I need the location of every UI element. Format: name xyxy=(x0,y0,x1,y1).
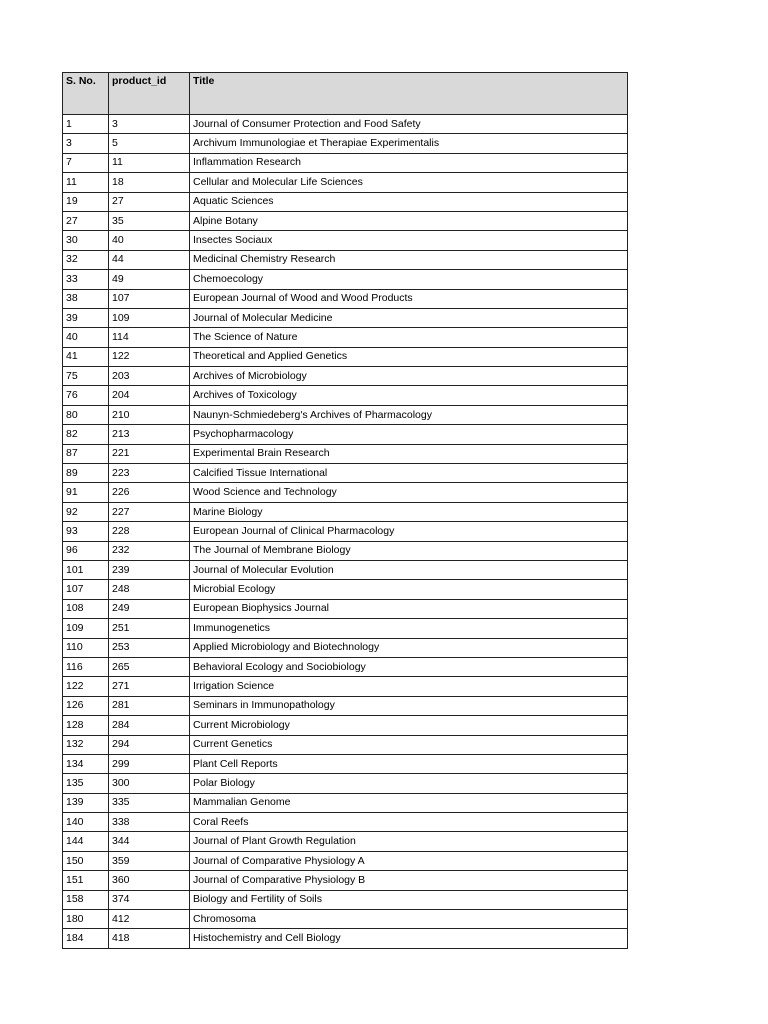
cell-title: Archivum Immunologiae et Therapiae Experimentalis xyxy=(190,134,628,153)
table-row xyxy=(63,599,628,618)
cell-product-id: 338 xyxy=(109,813,190,832)
cell-product-id: 210 xyxy=(109,405,190,424)
cell-title: The Journal of Membrane Biology xyxy=(190,541,628,560)
cell-product-id: 203 xyxy=(109,367,190,386)
cell-product-id: 284 xyxy=(109,716,190,735)
table-row xyxy=(63,328,628,347)
cell-title: Insectes Sociaux xyxy=(190,231,628,250)
table-row xyxy=(63,308,628,327)
cell-title: Biology and Fertility of Soils xyxy=(190,890,628,909)
cell-product-id: 281 xyxy=(109,696,190,715)
table-row xyxy=(63,580,628,599)
cell-s-no: 151 xyxy=(63,871,109,890)
table-row xyxy=(63,405,628,424)
cell-product-id: 213 xyxy=(109,425,190,444)
cell-title: Aquatic Sciences xyxy=(190,192,628,211)
cell-product-id: 122 xyxy=(109,347,190,366)
table-row xyxy=(63,929,628,948)
cell-title: Marine Biology xyxy=(190,502,628,521)
cell-product-id: 239 xyxy=(109,560,190,579)
cell-title: Chromosoma xyxy=(190,910,628,929)
table-row xyxy=(63,910,628,929)
cell-title: Irrigation Science xyxy=(190,677,628,696)
cell-title: Behavioral Ecology and Sociobiology xyxy=(190,657,628,676)
cell-product-id: 227 xyxy=(109,502,190,521)
cell-product-id: 107 xyxy=(109,289,190,308)
cell-product-id: 300 xyxy=(109,774,190,793)
cell-s-no: 80 xyxy=(63,405,109,424)
cell-s-no: 108 xyxy=(63,599,109,618)
cell-s-no: 7 xyxy=(63,153,109,172)
cell-title: Calcified Tissue International xyxy=(190,464,628,483)
cell-s-no: 132 xyxy=(63,735,109,754)
cell-title: Polar Biology xyxy=(190,774,628,793)
cell-product-id: 412 xyxy=(109,910,190,929)
cell-s-no: 3 xyxy=(63,134,109,153)
cell-title: Wood Science and Technology xyxy=(190,483,628,502)
cell-s-no: 158 xyxy=(63,890,109,909)
cell-s-no: 135 xyxy=(63,774,109,793)
cell-title: Archives of Toxicology xyxy=(190,386,628,405)
cell-product-id: 249 xyxy=(109,599,190,618)
table-row xyxy=(63,793,628,812)
table-row xyxy=(63,522,628,541)
cell-product-id: 109 xyxy=(109,308,190,327)
cell-product-id: 223 xyxy=(109,464,190,483)
cell-product-id: 248 xyxy=(109,580,190,599)
cell-product-id: 294 xyxy=(109,735,190,754)
table-row xyxy=(63,444,628,463)
table-row xyxy=(63,367,628,386)
cell-s-no: 27 xyxy=(63,211,109,230)
cell-product-id: 11 xyxy=(109,153,190,172)
cell-title: Journal of Comparative Physiology A xyxy=(190,851,628,870)
cell-product-id: 265 xyxy=(109,657,190,676)
table-row xyxy=(63,832,628,851)
table-row xyxy=(63,386,628,405)
table-row xyxy=(63,173,628,192)
cell-title: Theoretical and Applied Genetics xyxy=(190,347,628,366)
cell-title: Seminars in Immunopathology xyxy=(190,696,628,715)
table-row xyxy=(63,677,628,696)
cell-title: Immunogenetics xyxy=(190,619,628,638)
cell-product-id: 3 xyxy=(109,115,190,134)
table-row xyxy=(63,890,628,909)
table-row xyxy=(63,483,628,502)
table-row xyxy=(63,464,628,483)
cell-title: Journal of Plant Growth Regulation xyxy=(190,832,628,851)
cell-s-no: 41 xyxy=(63,347,109,366)
cell-product-id: 344 xyxy=(109,832,190,851)
table-row xyxy=(63,115,628,134)
cell-s-no: 87 xyxy=(63,444,109,463)
cell-title: Microbial Ecology xyxy=(190,580,628,599)
cell-title: Histochemistry and Cell Biology xyxy=(190,929,628,948)
cell-product-id: 18 xyxy=(109,173,190,192)
table-row xyxy=(63,192,628,211)
table-row xyxy=(63,619,628,638)
cell-s-no: 76 xyxy=(63,386,109,405)
table-row xyxy=(63,774,628,793)
cell-title: Chemoecology xyxy=(190,270,628,289)
cell-s-no: 40 xyxy=(63,328,109,347)
cell-title: European Journal of Wood and Wood Products xyxy=(190,289,628,308)
cell-title: Current Microbiology xyxy=(190,716,628,735)
cell-s-no: 39 xyxy=(63,308,109,327)
cell-title: Applied Microbiology and Biotechnology xyxy=(190,638,628,657)
table-row xyxy=(63,211,628,230)
table-row xyxy=(63,289,628,308)
table-row xyxy=(63,231,628,250)
cell-title: Journal of Consumer Protection and Food Safety xyxy=(190,115,628,134)
cell-title: Naunyn-Schmiedeberg's Archives of Pharmacology xyxy=(190,405,628,424)
cell-product-id: 226 xyxy=(109,483,190,502)
cell-title: Inflammation Research xyxy=(190,153,628,172)
cell-product-id: 299 xyxy=(109,754,190,773)
cell-s-no: 96 xyxy=(63,541,109,560)
cell-product-id: 374 xyxy=(109,890,190,909)
cell-s-no: 116 xyxy=(63,657,109,676)
cell-product-id: 44 xyxy=(109,250,190,269)
table-row xyxy=(63,541,628,560)
cell-title: Journal of Molecular Evolution xyxy=(190,560,628,579)
cell-product-id: 114 xyxy=(109,328,190,347)
cell-title: Coral Reefs xyxy=(190,813,628,832)
table-row xyxy=(63,560,628,579)
cell-s-no: 126 xyxy=(63,696,109,715)
cell-s-no: 107 xyxy=(63,580,109,599)
cell-s-no: 109 xyxy=(63,619,109,638)
cell-product-id: 5 xyxy=(109,134,190,153)
table-row xyxy=(63,250,628,269)
table-row xyxy=(63,851,628,870)
cell-product-id: 232 xyxy=(109,541,190,560)
cell-title: Cellular and Molecular Life Sciences xyxy=(190,173,628,192)
cell-s-no: 150 xyxy=(63,851,109,870)
cell-s-no: 33 xyxy=(63,270,109,289)
cell-product-id: 35 xyxy=(109,211,190,230)
cell-s-no: 134 xyxy=(63,754,109,773)
cell-s-no: 184 xyxy=(63,929,109,948)
cell-s-no: 11 xyxy=(63,173,109,192)
table-row xyxy=(63,502,628,521)
cell-product-id: 359 xyxy=(109,851,190,870)
table-row xyxy=(63,696,628,715)
cell-s-no: 82 xyxy=(63,425,109,444)
table-body xyxy=(63,115,628,949)
cell-s-no: 110 xyxy=(63,638,109,657)
table-row xyxy=(63,716,628,735)
journal-table xyxy=(62,72,628,949)
table-row xyxy=(63,425,628,444)
table-row xyxy=(63,270,628,289)
cell-product-id: 271 xyxy=(109,677,190,696)
cell-title: Medicinal Chemistry Research xyxy=(190,250,628,269)
header-title: Title xyxy=(190,73,628,115)
table-row xyxy=(63,347,628,366)
cell-s-no: 128 xyxy=(63,716,109,735)
cell-product-id: 253 xyxy=(109,638,190,657)
cell-s-no: 30 xyxy=(63,231,109,250)
cell-product-id: 335 xyxy=(109,793,190,812)
cell-title: Psychopharmacology xyxy=(190,425,628,444)
cell-product-id: 49 xyxy=(109,270,190,289)
cell-title: European Journal of Clinical Pharmacology xyxy=(190,522,628,541)
cell-s-no: 140 xyxy=(63,813,109,832)
cell-product-id: 418 xyxy=(109,929,190,948)
header-s-no: S. No. xyxy=(63,73,109,115)
cell-s-no: 101 xyxy=(63,560,109,579)
cell-title: European Biophysics Journal xyxy=(190,599,628,618)
cell-s-no: 144 xyxy=(63,832,109,851)
table-row xyxy=(63,638,628,657)
cell-s-no: 19 xyxy=(63,192,109,211)
cell-s-no: 180 xyxy=(63,910,109,929)
cell-title: Alpine Botany xyxy=(190,211,628,230)
cell-title: Current Genetics xyxy=(190,735,628,754)
cell-title: Experimental Brain Research xyxy=(190,444,628,463)
table-row xyxy=(63,153,628,172)
table-row xyxy=(63,134,628,153)
table-row xyxy=(63,754,628,773)
cell-title: The Science of Nature xyxy=(190,328,628,347)
cell-s-no: 92 xyxy=(63,502,109,521)
cell-product-id: 221 xyxy=(109,444,190,463)
cell-product-id: 40 xyxy=(109,231,190,250)
cell-title: Archives of Microbiology xyxy=(190,367,628,386)
cell-s-no: 122 xyxy=(63,677,109,696)
cell-title: Plant Cell Reports xyxy=(190,754,628,773)
cell-product-id: 204 xyxy=(109,386,190,405)
cell-product-id: 251 xyxy=(109,619,190,638)
cell-s-no: 32 xyxy=(63,250,109,269)
cell-s-no: 89 xyxy=(63,464,109,483)
table-row xyxy=(63,657,628,676)
table-row xyxy=(63,871,628,890)
header-product-id: product_id xyxy=(109,73,190,115)
cell-s-no: 93 xyxy=(63,522,109,541)
cell-product-id: 228 xyxy=(109,522,190,541)
cell-s-no: 75 xyxy=(63,367,109,386)
cell-s-no: 139 xyxy=(63,793,109,812)
cell-s-no: 91 xyxy=(63,483,109,502)
table-row xyxy=(63,735,628,754)
header-row xyxy=(63,73,628,115)
cell-s-no: 38 xyxy=(63,289,109,308)
table-row xyxy=(63,813,628,832)
cell-title: Mammalian Genome xyxy=(190,793,628,812)
cell-title: Journal of Comparative Physiology B xyxy=(190,871,628,890)
cell-product-id: 27 xyxy=(109,192,190,211)
cell-title: Journal of Molecular Medicine xyxy=(190,308,628,327)
cell-s-no: 1 xyxy=(63,115,109,134)
cell-product-id: 360 xyxy=(109,871,190,890)
